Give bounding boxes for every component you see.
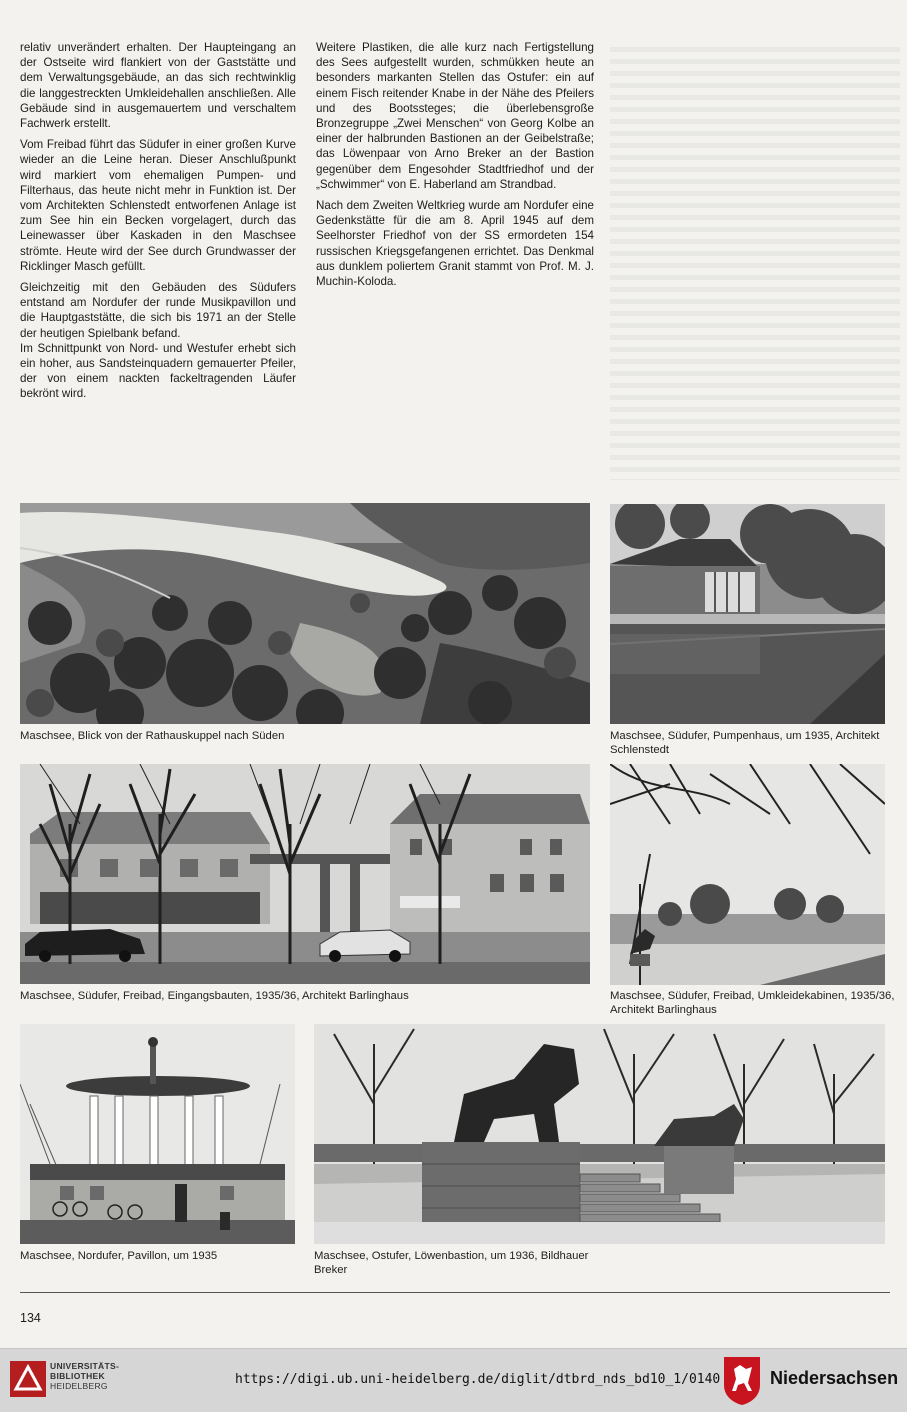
text-column-2 xyxy=(316,40,594,295)
paragraph: Vom Freibad führt das Südufer in einer großen Kurve wieder an die Leine heran. Dieser Anschlußpunkt wird markiert vom ehemaligen Pumpen- und Filterhaus, das heute nicht mehr in Funktion ist. Der vom Architekten Schlenstedt entworfenen Anlage ist zum See hin ein Becken vorgelagert, durch das Leinewasser über Kaskaden in den Maschsee strömte. Heute wird der See durch Grundwasser der Ricklinger Masch gefüllt. xyxy=(20,138,296,273)
text-column-1 xyxy=(20,40,296,408)
paragraph: relativ unverändert erhalten. Der Haupteingang an der Ostseite wird flankiert von der Gaststätte und dem Verwaltungsgebäude, an das sich rechtwinklig die langgestreckten Umkleidehallen anschließen. Alle Gebäude sind in ausgemauertem und verschaltem Fachwerk erstellt. xyxy=(20,41,296,131)
library-line: HEIDELBERG xyxy=(50,1381,108,1391)
niedersachsen-horse-icon[interactable] xyxy=(722,1355,762,1405)
page-number: 134 xyxy=(20,1311,41,1325)
library-line: BIBLIOTHEK xyxy=(50,1371,105,1381)
cabins-photo xyxy=(610,764,885,985)
permalink-url[interactable]: https://digi.ub.uni-heidelberg.de/diglit/dtbrd_nds_bd10_1/0140 xyxy=(235,1372,721,1387)
lions-photo xyxy=(314,1024,885,1244)
entrance-photo xyxy=(20,764,590,984)
pumphouse-photo xyxy=(610,504,885,724)
caption-pumphouse: Maschsee, Südufer, Pumpenhaus, um 1935, Architekt Schlenstedt xyxy=(610,730,880,756)
caption-entrance: Maschsee, Südufer, Freibad, Eingangsbauten, 1935/36, Architekt Barlinghaus xyxy=(20,990,409,1002)
caption-lions: Maschsee, Ostufer, Löwenbastion, um 1936, Bildhauer Breker xyxy=(314,1250,589,1276)
caption-aerial: Maschsee, Blick von der Rathauskuppel nach Süden xyxy=(20,730,285,742)
aerial-photo xyxy=(20,503,590,724)
ub-heidelberg-logo-icon[interactable] xyxy=(10,1361,46,1397)
caption-cabins: Maschsee, Südufer, Freibad, Umkleidekabinen, 1935/36, Architekt Barlinghaus xyxy=(610,990,895,1016)
viewer-footer-bar xyxy=(0,1348,907,1412)
show-through-text xyxy=(610,40,900,480)
library-line: UNIVERSITÄTS- xyxy=(50,1361,120,1371)
partner-name: Niedersachsen xyxy=(770,1368,899,1388)
paragraph: Gleichzeitig mit den Gebäuden des Südufers entstand am Nordufer der runde Musikpavillon und die Hauptgaststätte, die sich bis 1971 an der Stelle der heutigen Spielbank befand. xyxy=(20,281,296,340)
paragraph: Weitere Plastiken, die alle kurz nach Fertigstellung des Sees aufgestellt wurden, schmükken heute an besonders markanten Stellen das Ostufer: ein auf einem Fisch reitender Knabe in der Nähe des Pfeilers und des Bootssteges; die überlebensgroße Bronzegruppe „Zwei Menschen“ von Georg Kolbe an einer der halbrunden Bastionen an der Geibelstraße; das Löwenpaar von Arno Breker an der Bastion gegenüber dem Engesohder Stadtfriedhof und der „Schwimmer“ von E. Haberland am Strandbad. xyxy=(316,41,594,191)
paragraph: Im Schnittpunkt von Nord- und Westufer erhebt sich ein hoher, aus Sandsteinquadern gemauerter Pfeiler, der von einem nackten fackeltragenden Läufer bekrönt wird. xyxy=(20,341,296,401)
paragraph: Nach dem Zweiten Weltkrieg wurde am Nordufer eine Gedenkstätte für die am 8. April 1945 auf dem Seelhorster Friedhof von der SS ermordeten 154 russischen Kriegsgefangenen errichtet. Das Denkmal aus dunklem poliertem Granit stammt von Prof. M. J. Muchin-Koloda. xyxy=(316,199,594,289)
caption-pavilion: Maschsee, Nordufer, Pavillon, um 1935 xyxy=(20,1250,218,1262)
pavilion-photo xyxy=(20,1024,295,1244)
footer-rule xyxy=(20,1292,890,1293)
library-name[interactable] xyxy=(50,1361,119,1391)
